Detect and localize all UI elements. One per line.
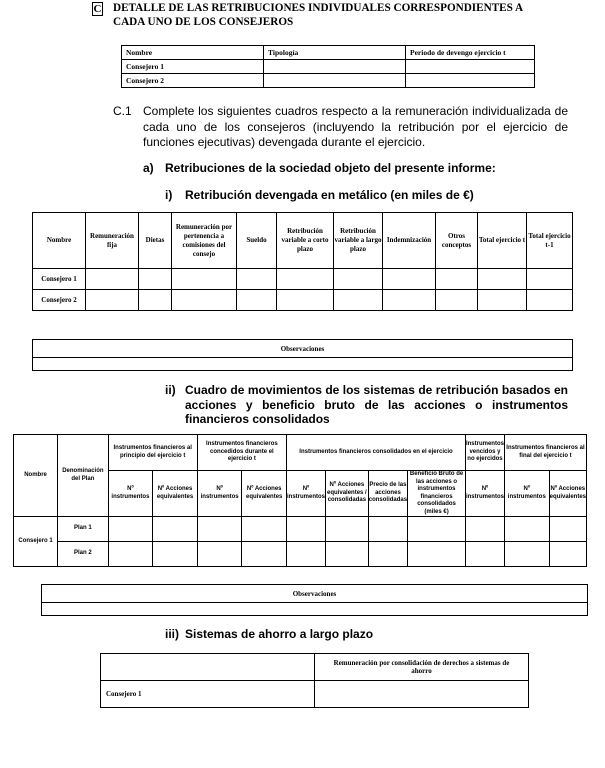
observaciones-header: Observaciones <box>42 585 588 603</box>
sub-i-label: i) <box>165 188 173 202</box>
cell-empty[interactable] <box>325 542 368 567</box>
cell-empty[interactable] <box>264 74 406 88</box>
header-otros: Otros conceptos <box>436 213 478 269</box>
row-label: Consejero 1 <box>101 681 315 708</box>
cell-empty[interactable] <box>478 290 527 311</box>
cell-empty[interactable] <box>465 517 504 542</box>
cell-empty[interactable] <box>408 517 466 542</box>
metalico-table <box>32 212 573 311</box>
subheader: Nº instrumentos <box>465 471 504 517</box>
cell-empty[interactable] <box>504 542 549 567</box>
cell-empty[interactable] <box>197 542 242 567</box>
cell-empty[interactable] <box>504 517 549 542</box>
sub-ii-title: Cuadro de movimientos de los sistemas de retribución basados en acciones y beneficio bruto de las acciones o instrumentos financieros consolidados <box>185 383 568 426</box>
header-total-t1: Total ejercicio t-1 <box>527 213 573 269</box>
cell-empty[interactable] <box>325 517 368 542</box>
cell-empty[interactable] <box>277 269 334 290</box>
subheader: Nº instrumentos <box>108 471 153 517</box>
cell-empty[interactable] <box>286 542 325 567</box>
header-tipologia: Tipología <box>264 46 406 60</box>
cell-empty[interactable] <box>478 269 527 290</box>
sub-a-title: Retribuciones de la sociedad objeto del presente informe: <box>165 161 496 175</box>
header-periodo: Periodo de devengo ejercicio t <box>406 46 535 60</box>
cell-empty[interactable] <box>242 542 287 567</box>
cell-empty[interactable] <box>406 74 535 88</box>
observaciones-table-1 <box>32 339 573 371</box>
header-remuneracion-fija: Remuneración fija <box>86 213 139 269</box>
cell-empty[interactable] <box>436 269 478 290</box>
cell-empty[interactable] <box>264 60 406 74</box>
cell-empty <box>101 654 315 681</box>
subheader: Nº instrumentos <box>504 471 549 517</box>
cell-empty[interactable] <box>408 542 466 567</box>
cell-empty[interactable] <box>368 542 407 567</box>
header-total-t: Total ejercicio t <box>478 213 527 269</box>
cell-empty[interactable] <box>383 290 436 311</box>
observaciones-table-2 <box>41 584 588 616</box>
cell-empty[interactable] <box>527 269 573 290</box>
cell-empty[interactable] <box>436 290 478 311</box>
header-comisiones: Remuneración por pertenencia a comisiones del consejo <box>172 213 237 269</box>
c1-number: C.1 <box>113 104 132 118</box>
header-group-consolidados: Instrumentos financieros consolidados en el ejercicio <box>286 435 465 471</box>
acciones-table <box>13 434 587 567</box>
header-dietas: Dietas <box>139 213 172 269</box>
section-title: DETALLE DE LAS RETRIBUCIONES INDIVIDUALES CORRESPONDIENTES A CADA UNO DE LOS CONSEJEROS <box>113 2 523 28</box>
cell-empty[interactable] <box>286 517 325 542</box>
header-group-principio: Instrumentos financieros al principio del ejercicio t <box>108 435 197 471</box>
cell-empty[interactable] <box>237 269 277 290</box>
sub-iii-title: Sistemas de ahorro a largo plazo <box>185 627 374 641</box>
cell-empty[interactable] <box>465 542 504 567</box>
section-letter: C <box>93 3 102 15</box>
sub-a-label: a) <box>143 161 154 175</box>
subheader: Nº instrumentos <box>286 471 325 517</box>
cell-empty[interactable] <box>172 290 237 311</box>
header-nombre: Nombre <box>33 213 86 269</box>
observaciones-field[interactable] <box>33 358 573 371</box>
cell-empty[interactable] <box>237 290 277 311</box>
subheader: Nº instrumentos <box>197 471 242 517</box>
header-variable-largo: Retribución variable a largo plazo <box>334 213 383 269</box>
subheader: Nº Acciones equivalentes <box>242 471 287 517</box>
header-variable-corto: Retribución variable a corto plazo <box>277 213 334 269</box>
header-nombre: Nombre <box>122 46 264 60</box>
consejeros-table <box>121 45 535 88</box>
ahorro-table <box>100 653 529 708</box>
cell-empty[interactable] <box>334 290 383 311</box>
cell-empty[interactable] <box>383 269 436 290</box>
sub-ii-label: ii) <box>165 383 176 397</box>
cell-empty[interactable] <box>108 542 153 567</box>
cell-empty[interactable] <box>549 542 586 567</box>
cell-empty[interactable] <box>172 269 237 290</box>
observaciones-field[interactable] <box>42 603 588 616</box>
subheader: Precio de las acciones consolidadas <box>368 471 407 517</box>
plan-label: Plan 2 <box>58 542 108 567</box>
cell-empty[interactable] <box>406 60 535 74</box>
header-group-concedidos: Instrumentos financieros concedidos durante el ejercicio t <box>197 435 286 471</box>
subheader: Nº Acciones equivalentes <box>549 471 586 517</box>
subheader: Beneficio Bruto de las acciones o instrumentos financieros consolidados (miles €) <box>408 471 466 517</box>
cell-empty[interactable] <box>549 517 586 542</box>
cell-empty[interactable] <box>108 517 153 542</box>
observaciones-header: Observaciones <box>33 340 573 358</box>
cell-empty[interactable] <box>315 681 529 708</box>
cell-empty[interactable] <box>242 517 287 542</box>
header-sueldo: Sueldo <box>237 213 277 269</box>
header-group-vencidos: Instrumentos vencidos y no ejercidos <box>465 435 504 471</box>
subheader: Nº Acciones equivalentes <box>153 471 198 517</box>
c1-text: Complete los siguientes cuadros respecto a la remuneración individualizada de cada uno de los consejeros (incluyendo la retribución por el ejercicio de funciones ejecutivas) devengada durante el ejercicio. <box>143 104 568 149</box>
row-label: Consejero 2 <box>33 290 86 311</box>
cell-empty[interactable] <box>153 517 198 542</box>
cell-empty[interactable] <box>86 269 139 290</box>
plan-label: Plan 1 <box>58 517 108 542</box>
cell-empty[interactable] <box>277 290 334 311</box>
cell-empty[interactable] <box>527 290 573 311</box>
sub-iii-label: iii) <box>165 627 179 641</box>
header-group-final: Instrumentos financieros al final del ejercicio t <box>504 435 586 471</box>
row-label: Consejero 2 <box>122 74 264 88</box>
header-denominacion: Denominación del Plan <box>58 435 108 517</box>
cell-empty[interactable] <box>197 517 242 542</box>
cell-empty[interactable] <box>86 290 139 311</box>
cell-empty[interactable] <box>334 269 383 290</box>
cell-empty[interactable] <box>139 269 172 290</box>
cell-empty[interactable] <box>368 517 407 542</box>
row-label: Consejero 1 <box>33 269 86 290</box>
subheader: Nº Acciones equivalentes / consolidadas <box>325 471 368 517</box>
header-consolidacion: Remuneración por consolidación de derechos a sistemas de ahorro <box>315 654 529 681</box>
row-label: Consejero 1 <box>122 60 264 74</box>
sub-i-title: Retribución devengada en metálico (en miles de €) <box>185 188 474 202</box>
header-indemnizacion: Indemnización <box>383 213 436 269</box>
cell-empty[interactable] <box>139 290 172 311</box>
header-nombre: Nombre <box>14 435 58 517</box>
cell-empty[interactable] <box>153 542 198 567</box>
row-label: Consejero 1 <box>14 517 58 567</box>
